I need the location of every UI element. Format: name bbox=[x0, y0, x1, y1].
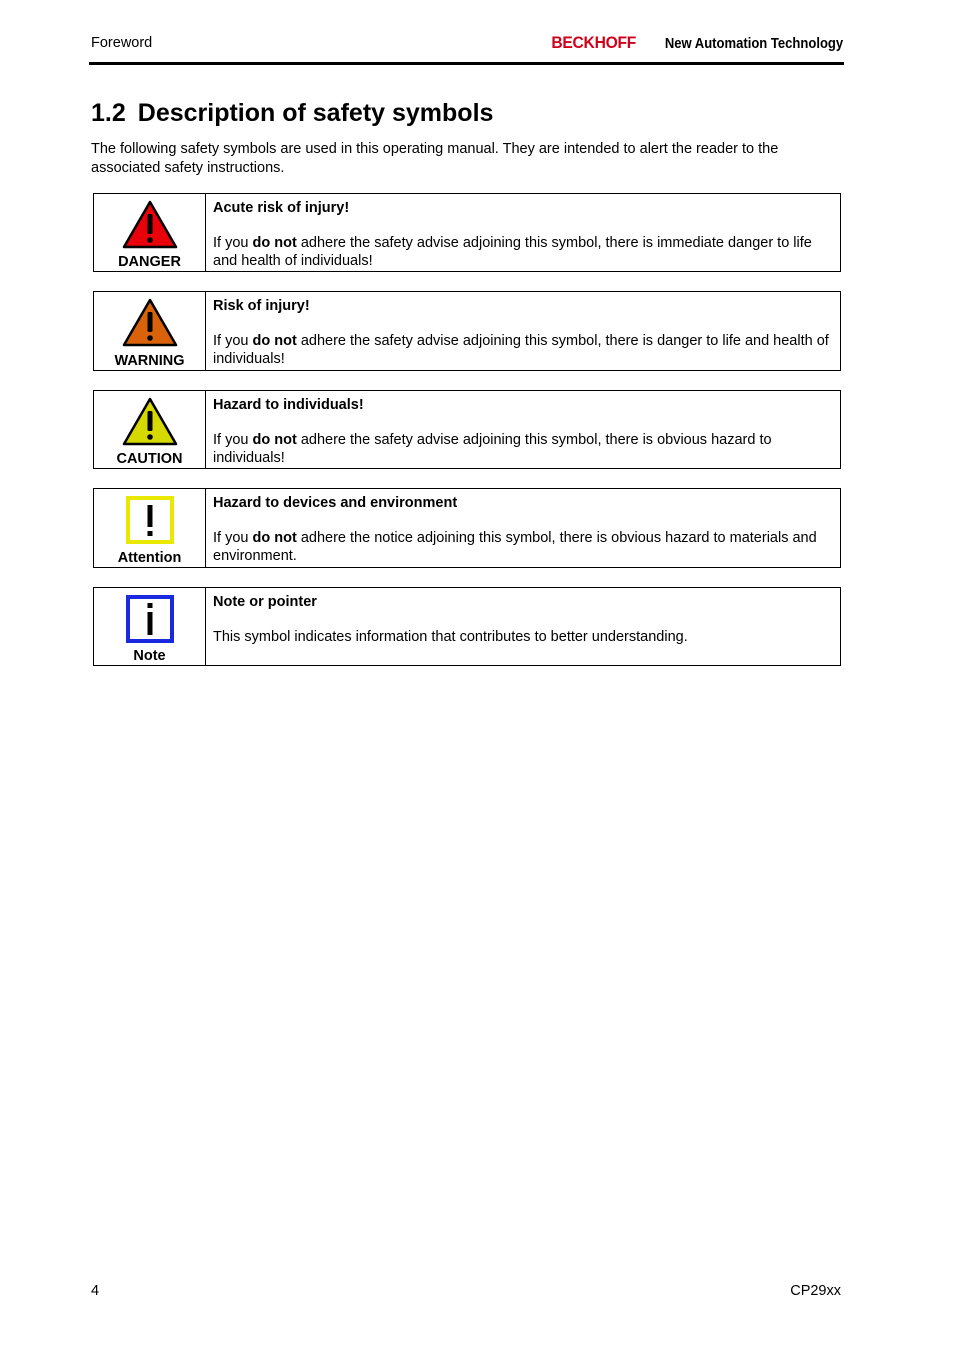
section-title: Description of safety symbols bbox=[137, 99, 494, 127]
body-text: This symbol indicates information that contributes to better understanding. bbox=[213, 629, 688, 645]
symbol-description bbox=[213, 297, 834, 368]
symbol-title: Note or pointer bbox=[213, 594, 317, 610]
symbol-title: Risk of injury! bbox=[213, 298, 310, 314]
body-text: adhere the notice adjoining this symbol, there is obvious hazard to materials and environment. bbox=[213, 530, 817, 564]
attention-exclamation-box-icon bbox=[122, 494, 178, 544]
body-emphasis: do not bbox=[252, 530, 297, 546]
intro-paragraph: The following safety symbols are used in this operating manual. They are intended to alert the reader to the associated safety instructions. bbox=[91, 141, 779, 176]
symbol-cell bbox=[94, 292, 206, 370]
symbol-label: CAUTION bbox=[116, 451, 183, 467]
page-number: 4 bbox=[91, 1283, 100, 1299]
header-divider bbox=[89, 62, 844, 65]
page-title bbox=[91, 99, 493, 128]
symbol-row-note bbox=[93, 587, 841, 666]
body-text: adhere the safety advise adjoining this symbol, there is obvious hazard to individuals! bbox=[213, 432, 772, 466]
note-info-box-icon bbox=[122, 593, 178, 643]
brand-name: BECKHOFF bbox=[551, 33, 637, 52]
symbol-body bbox=[213, 628, 834, 646]
body-emphasis: do not bbox=[252, 235, 297, 251]
body-emphasis: do not bbox=[252, 432, 297, 448]
section-number: 1.2 bbox=[91, 99, 126, 127]
symbol-body bbox=[213, 332, 834, 368]
symbol-row-danger bbox=[93, 193, 841, 272]
symbol-description bbox=[213, 396, 834, 467]
caution-triangle-icon bbox=[122, 396, 178, 446]
symbol-title: Hazard to individuals! bbox=[213, 397, 364, 413]
symbol-cell bbox=[94, 489, 206, 567]
body-text: adhere the safety advise adjoining this symbol, there is danger to life and health of individuals! bbox=[213, 333, 829, 367]
body-text: If you bbox=[213, 333, 253, 349]
body-text: If you bbox=[213, 530, 253, 546]
page-header bbox=[90, 33, 843, 63]
body-text: adhere the safety advise adjoining this symbol, there is immediate danger to life and health of individuals! bbox=[213, 235, 812, 269]
symbol-title: Acute risk of injury! bbox=[213, 200, 350, 216]
body-emphasis: do not bbox=[252, 333, 297, 349]
symbol-cell bbox=[94, 588, 206, 665]
product-name: CP29xx bbox=[790, 1283, 841, 1299]
symbol-row-warning bbox=[93, 291, 841, 371]
brand-tagline: New Automation Technology bbox=[664, 36, 843, 52]
symbol-label: WARNING bbox=[114, 353, 185, 369]
symbol-description bbox=[213, 199, 834, 270]
symbol-description bbox=[213, 494, 834, 565]
symbol-title: Hazard to devices and environment bbox=[213, 495, 458, 511]
symbol-body bbox=[213, 431, 834, 467]
symbol-row-caution bbox=[93, 390, 841, 469]
brand-logo bbox=[544, 33, 843, 53]
symbol-body bbox=[213, 234, 834, 270]
danger-triangle-icon bbox=[122, 199, 178, 249]
symbol-row-attention bbox=[93, 488, 841, 568]
warning-triangle-icon bbox=[122, 297, 178, 347]
body-text: If you bbox=[213, 235, 253, 251]
symbol-description bbox=[213, 593, 834, 646]
symbol-cell bbox=[94, 194, 206, 271]
symbol-body bbox=[213, 529, 834, 565]
symbol-label: Note bbox=[133, 648, 166, 664]
symbol-label: Attention bbox=[117, 550, 182, 566]
symbol-cell bbox=[94, 391, 206, 468]
header-section-name: Foreword bbox=[91, 35, 153, 51]
symbol-label: DANGER bbox=[118, 254, 181, 270]
body-text: If you bbox=[213, 432, 253, 448]
